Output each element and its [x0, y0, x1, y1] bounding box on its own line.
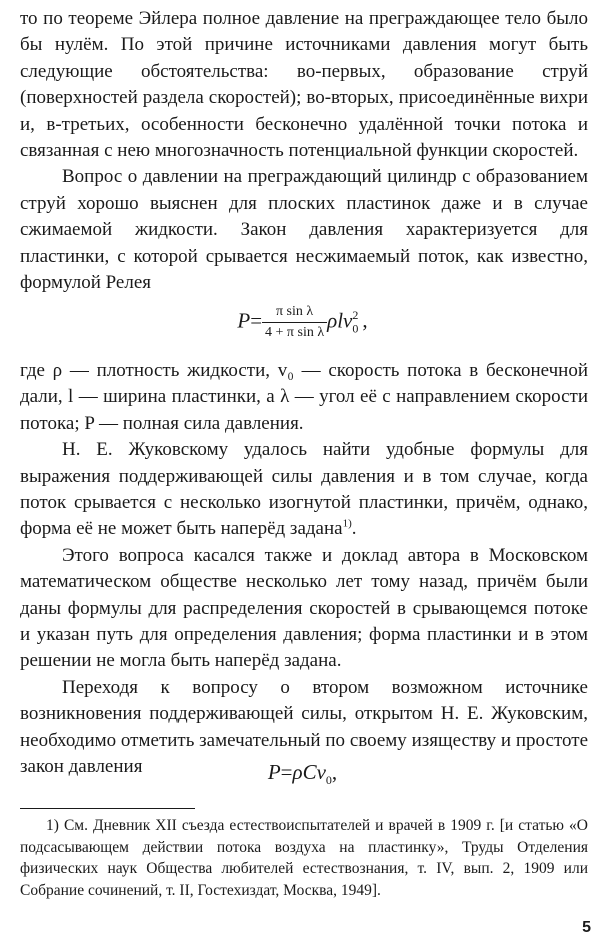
paragraph-1: то по теореме Эйлера полное давление на преграждающее тело было бы нулём. По этой причине источниками давления могут быть следующие обстоятельства: во-первых, образование струй (поверхностей раздела скоростей); во-вторых, присоединённые вихри и, в-третьих, особенности бесконечно удалённой точки потока и связанная с нею многозначность потенциальной функции скоростей. [20, 8, 588, 162]
footnote-divider [20, 808, 195, 809]
rayleigh-formula [0, 303, 605, 342]
formula-equals: = [250, 308, 263, 333]
formula-2-tail: , [331, 760, 338, 784]
formula-denominator: 4 + π sin λ [265, 325, 325, 340]
footnote [20, 815, 588, 901]
formula-lhs: P [237, 308, 251, 333]
body-text-top [20, 6, 588, 296]
formula-numerator: π sin λ [262, 303, 327, 323]
paragraph-4-text: Н. Е. Жуковскому удалось найти удобные формулы для выражения поддерживающей силы давления и в том случае, когда поток срывается с несколько изогнутой пластинки, причём, однако, форма её не может быть наперёд задана [20, 439, 588, 540]
formula-2-equals: = [280, 760, 293, 784]
footnote-paragraph [20, 815, 588, 901]
formula-fraction [262, 303, 327, 342]
paragraph-4-end: . [351, 518, 357, 540]
formula-subscript: 0 [352, 321, 359, 336]
page-number: 5 [582, 919, 591, 936]
body-text-middle [20, 358, 588, 781]
paragraph-6: Переходя к вопросу о втором возможном источнике возникновения поддерживающей силы, открытом Н. Е. Жуковским, необходимо отметить замечательный по своему изяществу и простоте закон давления [20, 676, 588, 778]
formula-2-rhs: ρCv [292, 760, 326, 784]
paragraph-4 [20, 437, 588, 543]
formula-superscript: 2 [352, 308, 359, 323]
footnote-text: См. Дневник XII съезда естествоиспытателей и врачей в 1909 г. [и статью «О подсасывающем действии потока воздуха на пластинку», Труды Отделения физических наук Общества любителей естествознания, т. IV, вып. 2, 1909 или Собрание сочинений, т. II, Гостехиздат, Москва, 1949]. [20, 817, 588, 899]
paragraph-3: где ρ — плотность жидкости, v₀ — скорость потока в бесконечной дали, l — ширина пластинки, а λ — угол её с направлением скорости потока; P — полная сила давления. [20, 360, 588, 434]
formula-2-subscript: 0 [325, 773, 332, 788]
paragraph-2: Вопрос о давлении на преграждающий цилиндр с образованием струй хорошо выяснен для плоских пластинок даже и в случае сжимаемой жидкости. Закон давления характеризуется для пластинки, с которой срывается несжимаемый поток, как известно, формулой Релея [20, 166, 588, 294]
formula-rhs: ρlv [327, 308, 353, 333]
zhukovsky-formula [0, 760, 605, 788]
footnote-reference: 1) [342, 518, 352, 531]
paragraph-5: Этого вопроса касался также и доклад автора в Московском математическом обществе несколько лет тому назад, причём были даны формулы для распределения скоростей в срывающемся потоке и указан путь для определения давления; форма пластинки и в этом решении не могла быть наперёд задана. [20, 544, 588, 672]
footnote-mark: 1) [46, 817, 59, 834]
formula-tail: , [362, 308, 368, 333]
formula-2-lhs: P [267, 760, 281, 784]
